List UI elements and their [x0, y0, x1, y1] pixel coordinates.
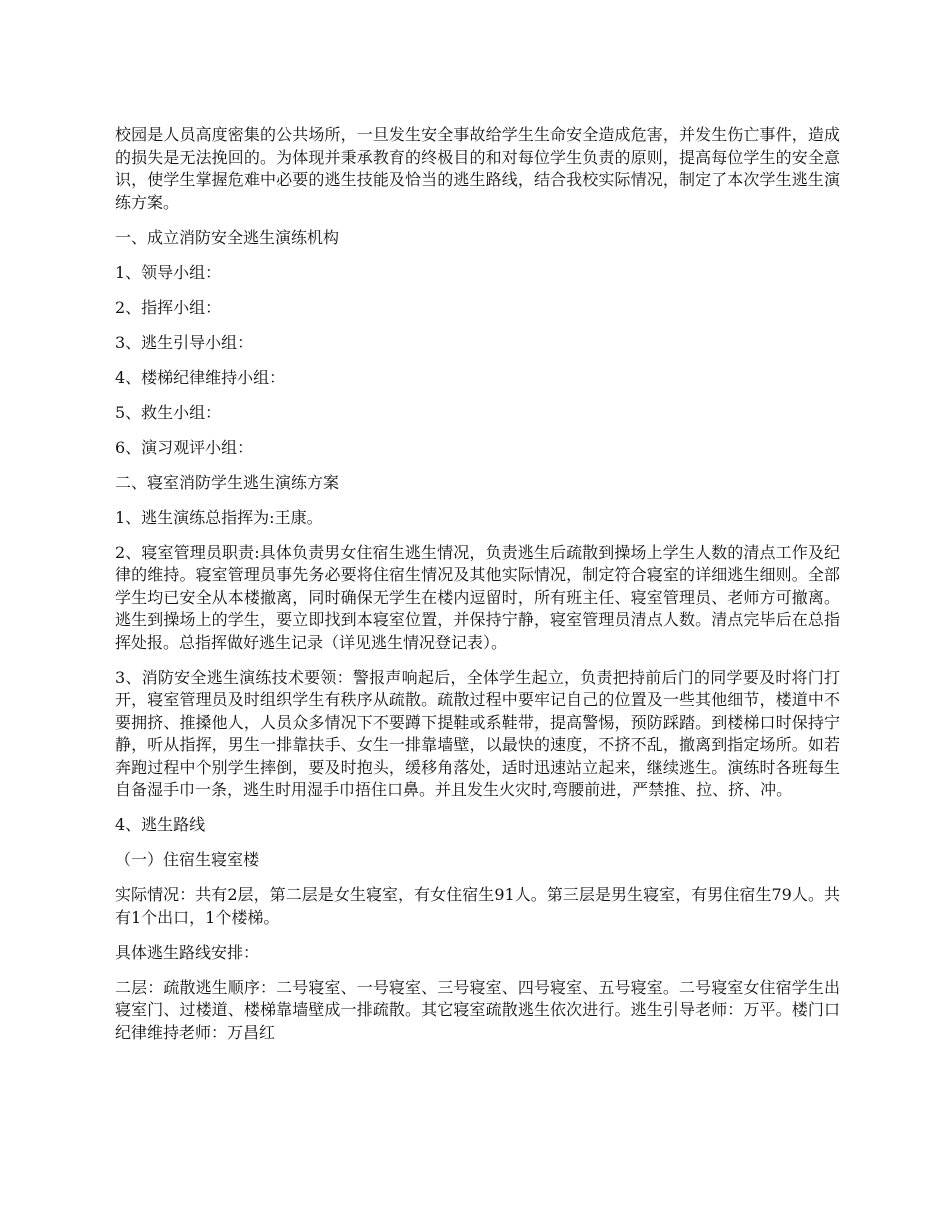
list-item-guide-group: 3、逃生引导小组： — [115, 332, 254, 352]
list-item-rescue-group: 5、救生小组： — [115, 402, 222, 422]
technical-essentials-paragraph: 3、消防安全逃生演练技术要领：警报声响起后，全体学生起立，负责把持前后门的同学要及时将门打开，寝室管理员及时组织学生有秩序从疏散。疏散过程中要牢记自己的位置及一些其他细节，楼道中不要拥挤、推搡他人，人员众多情况下不要蹲下提鞋或系鞋带，提高警惕，预防踩踏。到楼梯口时保持宁静，听从指挥，男生一排靠扶手、女生一排靠墙壁，以最快的速度，不挤不乱，撤离到指定场所。如若奔跑过程中个别学生摔倒，要及时抱头，缓移角落处，适时迅速站立起来，继续逃生。演练时各班每生自备湿手巾一条，逃生时用湿手巾捂住口鼻。并且发生火灾时,弯腰前进，严禁推、拉、挤、冲。 — [115, 667, 840, 799]
list-item-stair-discipline-group: 4、楼梯纪律维持小组： — [115, 367, 286, 387]
second-floor-paragraph: 二层：疏散逃生顺序：二号寝室、一号寝室、三号寝室、四号寝室、五号寝室。二号寝室女住宿学生出寝室门、过楼道、楼梯靠墙壁成一排疏散。其它寝室疏散逃生依次进行。逃生引导老师：万平。楼门口纪律维持老师：万昌红 — [115, 977, 840, 1042]
actual-situation-paragraph: 实际情况：共有2层，第二层是女生寝室，有女住宿生91人。第三层是男生寝室，有男住宿生79人。共有1个出口，1个楼梯。 — [115, 885, 840, 927]
list-item-evaluation-group: 6、演习观评小组： — [115, 437, 254, 457]
escape-route-heading: 4、逃生路线 — [115, 815, 206, 834]
dorm-manager-duties-paragraph: 2、寝室管理员职责:具体负责男女住宿生逃生情况，负责逃生后疏散到操场上学生人数的清点工作及纪律的维持。寝室管理员事先务必要将住宿生情况及其他实际情况，制定符合寝室的详细逃生细则。全部学生均已安全从本楼撤离，同时确保无学生在楼内逗留时，所有班主任、寝室管理员、老师方可撤离。逃生到操场上的学生，要立即找到本寝室位置，并保持宁静，寝室管理员清点人数。清点完毕后在总指挥处报。总指挥做好逃生记录（详见逃生情况登记表）。 — [115, 542, 840, 652]
section-heading-1: 一、成立消防安全逃生演练机构 — [115, 227, 340, 247]
document-body — [115, 124, 840, 1057]
section-heading-2: 二、寝室消防学生逃生演练方案 — [115, 472, 340, 492]
intro-paragraph: 校园是人员高度密集的公共场所，一旦发生安全事故给学生生命安全造成危害，并发生伤亡事件，造成的损失是无法挽回的。为体现并秉承教育的终极目的和对每位学生负责的原则，提高每位学生的安全意识，使学生掌握危难中必要的逃生技能及恰当的逃生路线，结合我校实际情况，制定了本次学生逃生演练方案。 — [115, 125, 840, 212]
route-arrangement-heading: 具体逃生路线安排： — [115, 942, 260, 962]
commander-paragraph: 1、逃生演练总指挥为:王康。 — [115, 507, 323, 527]
dormitory-subheading: （一）住宿生寝室楼 — [115, 850, 260, 869]
list-item-leadership-group: 1、领导小组： — [115, 262, 222, 282]
list-item-command-group: 2、指挥小组： — [115, 297, 222, 317]
